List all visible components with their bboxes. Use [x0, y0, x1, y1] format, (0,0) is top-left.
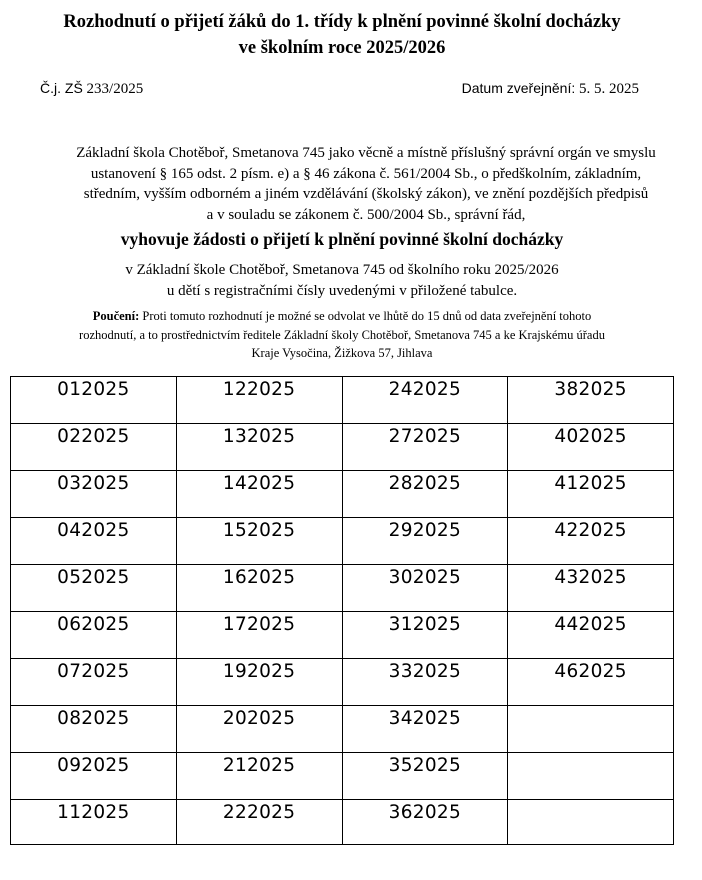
- table-row: [11, 753, 674, 800]
- table-cell: 332025: [342, 659, 508, 706]
- table-cell: 012025: [11, 377, 177, 424]
- table-cell: 442025: [508, 612, 674, 659]
- table-cell: 222025: [176, 800, 342, 845]
- table-cell: 242025: [342, 377, 508, 424]
- table-row: [11, 518, 674, 565]
- notice-text: Proti tomuto rozhodnutí je možné se odvolat ve lhůtě do 15 dnů od data zveřejnění tohoto: [142, 309, 592, 323]
- table-cell: 142025: [176, 471, 342, 518]
- table-row: [11, 377, 674, 424]
- table-cell: 302025: [342, 565, 508, 612]
- decision-details: [0, 260, 684, 301]
- table-cell: 192025: [176, 659, 342, 706]
- table-cell: 382025: [508, 377, 674, 424]
- table-cell: 312025: [342, 612, 508, 659]
- table-cell: 202025: [176, 706, 342, 753]
- table-cell: 342025: [342, 706, 508, 753]
- appeal-notice: [0, 307, 684, 363]
- table-cell: 412025: [508, 471, 674, 518]
- publication-date: [462, 80, 639, 98]
- table-cell: 172025: [176, 612, 342, 659]
- table-cell: [508, 800, 674, 845]
- paragraph-line: a v souladu se zákonem č. 500/2004 Sb., správní řád,: [206, 206, 526, 223]
- reference-value: 233/2025: [86, 81, 144, 97]
- table-cell: 422025: [508, 518, 674, 565]
- table-row: [11, 424, 674, 471]
- table-row: [11, 565, 674, 612]
- table-cell: 292025: [342, 518, 508, 565]
- table-cell: [508, 753, 674, 800]
- table-cell: 022025: [11, 424, 177, 471]
- legal-basis-paragraph: [0, 143, 702, 225]
- table-cell: 072025: [11, 659, 177, 706]
- table-cell: 112025: [11, 800, 177, 845]
- table-cell: 462025: [508, 659, 674, 706]
- table-cell: 432025: [508, 565, 674, 612]
- table-cell: 362025: [342, 800, 508, 845]
- document-title-line-1: Rozhodnutí o přijetí žáků do 1. třídy k plnění povinné školní docházky: [63, 12, 621, 32]
- notice-line: [0, 307, 684, 326]
- table-cell: 282025: [342, 471, 508, 518]
- table-cell: 122025: [176, 377, 342, 424]
- table-cell: 152025: [176, 518, 342, 565]
- table-cell: 042025: [11, 518, 177, 565]
- table-cell: 132025: [176, 424, 342, 471]
- table-row: [11, 800, 674, 845]
- table-cell: 162025: [176, 565, 342, 612]
- table-row: [11, 706, 674, 753]
- table-cell: 272025: [342, 424, 508, 471]
- notice-line: Kraje Vysočina, Žižkova 57, Jihlava: [251, 346, 433, 360]
- reference-number: [40, 80, 143, 98]
- paragraph-line: ustanovení § 165 odst. 2 písm. e) a § 46 zákona č. 561/2004 Sb., o předškolním, základním,: [90, 165, 642, 182]
- table-cell: 402025: [508, 424, 674, 471]
- table-cell: 052025: [11, 565, 177, 612]
- notice-label: Poučení:: [92, 309, 140, 323]
- details-line: u dětí s registračními čísly uvedenými v přiložené tabulce.: [166, 282, 518, 299]
- table-cell: 082025: [11, 706, 177, 753]
- table-cell: 352025: [342, 753, 508, 800]
- details-line: v Základní škole Chotěboř, Smetanova 745 od školního roku 2025/2026: [125, 262, 559, 278]
- reference-label: Č.j. ZŠ: [40, 80, 83, 96]
- decision-statement: vyhovuje žádosti o přijetí k plnění povinné školní docházky: [120, 229, 564, 249]
- paragraph-line: Základní škola Chotěboř, Smetanova 745 jako věcně a místně příslušný správní orgán ve smyslu: [76, 145, 656, 161]
- date-label: Datum zveřejnění:: [461, 80, 576, 96]
- table-row: [11, 471, 674, 518]
- table-cell: 212025: [176, 753, 342, 800]
- table-row: [11, 659, 674, 706]
- table-cell: 032025: [11, 471, 177, 518]
- table-cell: 092025: [11, 753, 177, 800]
- registration-numbers-table: [10, 376, 674, 845]
- document-title-line-2: ve školním roce 2025/2026: [238, 38, 446, 58]
- table-row: [11, 612, 674, 659]
- table-cell: [508, 706, 674, 753]
- table-cell: 062025: [11, 612, 177, 659]
- notice-line: rozhodnutí, a to prostřednictvím ředitele Základní školy Chotěboř, Smetanova 745 a ke Krajskému úřadu: [79, 327, 605, 342]
- paragraph-line: středním, vyšším odborném a jiném vzdělávání (školský zákon), ve znění pozdějších předpisů: [83, 186, 649, 202]
- date-value: 5. 5. 2025: [579, 81, 639, 97]
